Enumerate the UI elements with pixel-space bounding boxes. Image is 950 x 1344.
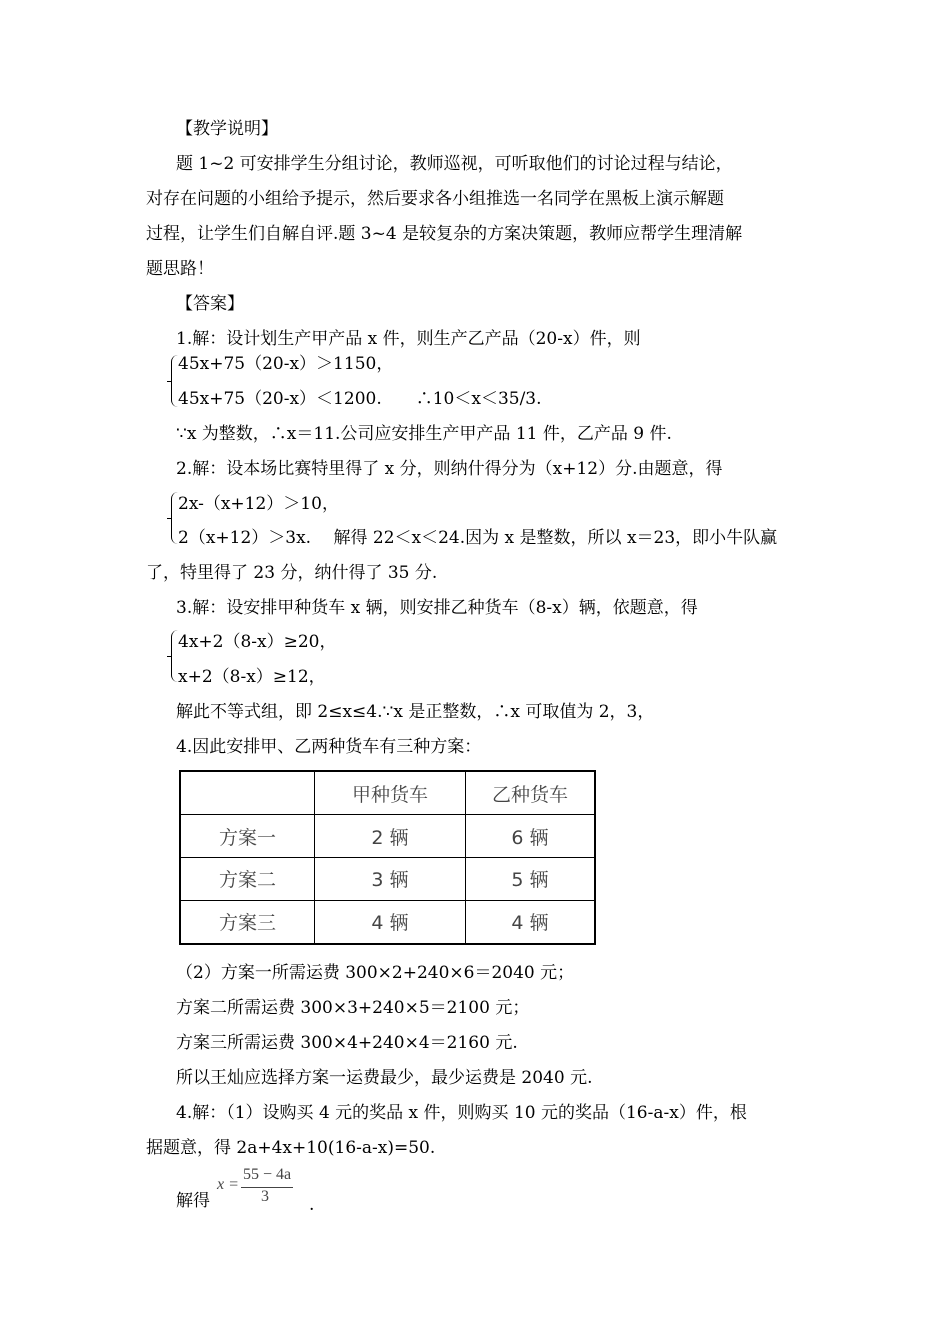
paragraph-line: 过程，让学生们自解自评.题 3~4 是较复杂的方案决策题，教师应帮学生理清解 [146,224,743,244]
fraction-lhs: x = [217,1176,239,1193]
paragraph-line: 题思路！ [146,259,214,279]
inequality-line: 2（x+12）＞3x. 解得 22＜x＜24.因为 x 是整数，所以 x＝23，即小牛队赢 [178,528,778,548]
solution-3-intro: 3.解：设安排甲种货车 x 辆，则安排乙种货车（8-x）辆，依题意，得 [176,598,698,618]
solution-2-intro: 2.解：设本场比赛特里得了 x 分，则纳什得分为（x+12）分.由题意，得 [176,459,723,479]
table-header-cell: 甲种货车 [315,771,466,815]
solution-4-intro: 4.解：（1）设购买 4 元的奖品 x 件，则购买 10 元的奖品（16-a-x）件，根 [176,1103,747,1123]
paragraph-line: 4.因此安排甲、乙两种货车有三种方案： [176,737,482,757]
table-cell: 方案一 [180,815,315,858]
paragraph-line: 对存在问题的小组给予提示，然后要求各小组推选一名同学在黑板上演示解题 [146,189,724,209]
inequality-line: 2x-（x+12）＞10， [178,494,339,514]
table-row [180,857,595,900]
cost-line: （2）方案一所需运费 300×2+240×6＝2040 元； [176,963,575,983]
inequality-line: 45x+75（20-x）＞1150， [178,354,394,374]
cost-conclusion: 所以王灿应选择方案一运费最少，最少运费是 2040 元. [176,1068,593,1088]
solve-label: 解得 [176,1191,210,1211]
cost-line: 方案三所需运费 300×4+240×4＝2160 元. [176,1033,518,1053]
table-cell: 4 辆 [315,900,466,944]
table-header-cell: 乙种货车 [466,771,596,815]
table-row [180,815,595,858]
cost-line: 方案二所需运费 300×3+240×5＝2100 元； [176,998,530,1018]
solution-1-conclusion: ∵x 为整数，∴x＝11.公司应安排生产甲产品 11 件，乙产品 9 件. [176,424,672,444]
inequality-line: 45x+75（20-x）＜1200. ∴10＜x＜35/3. [178,389,542,409]
table-cell: 5 辆 [466,857,596,900]
plan-table [179,770,596,945]
table-cell: 3 辆 [315,857,466,900]
table-cell: 6 辆 [466,815,596,858]
section-heading-answers: 【答案】 [176,294,244,314]
paragraph-line: 据题意，得 2a+4x+10(16-a-x)=50. [146,1138,436,1158]
table-cell: 4 辆 [466,900,596,944]
table-cell: 2 辆 [315,815,466,858]
formula-period: . [309,1195,315,1215]
table-header-row [180,771,595,815]
inequality-line: x+2（8-x）≥12， [178,667,326,687]
paragraph-line: 解此不等式组，即 2≤x≤4.∵x 是正整数，∴x 可取值为 2，3， [176,702,655,722]
fraction-denominator: 3 [261,1188,269,1205]
paragraph-line: 了，特里得了 23 分，纳什得了 35 分. [146,563,438,583]
table-row [180,900,595,944]
solution-1-intro: 1.解：设计划生产甲产品 x 件，则生产乙产品（20-x）件，则 [176,329,641,349]
table-cell: 方案三 [180,900,315,944]
paragraph-line: 题 1~2 可安排学生分组讨论，教师巡视，可听取他们的讨论过程与结论， [176,154,733,174]
inequality-line: 4x+2（8-x）≥20， [178,632,337,652]
table-header-cell [180,771,315,815]
fraction-numerator: 55 − 4a [243,1166,292,1183]
table-cell: 方案二 [180,857,315,900]
section-heading-teaching-notes: 【教学说明】 [176,119,278,139]
